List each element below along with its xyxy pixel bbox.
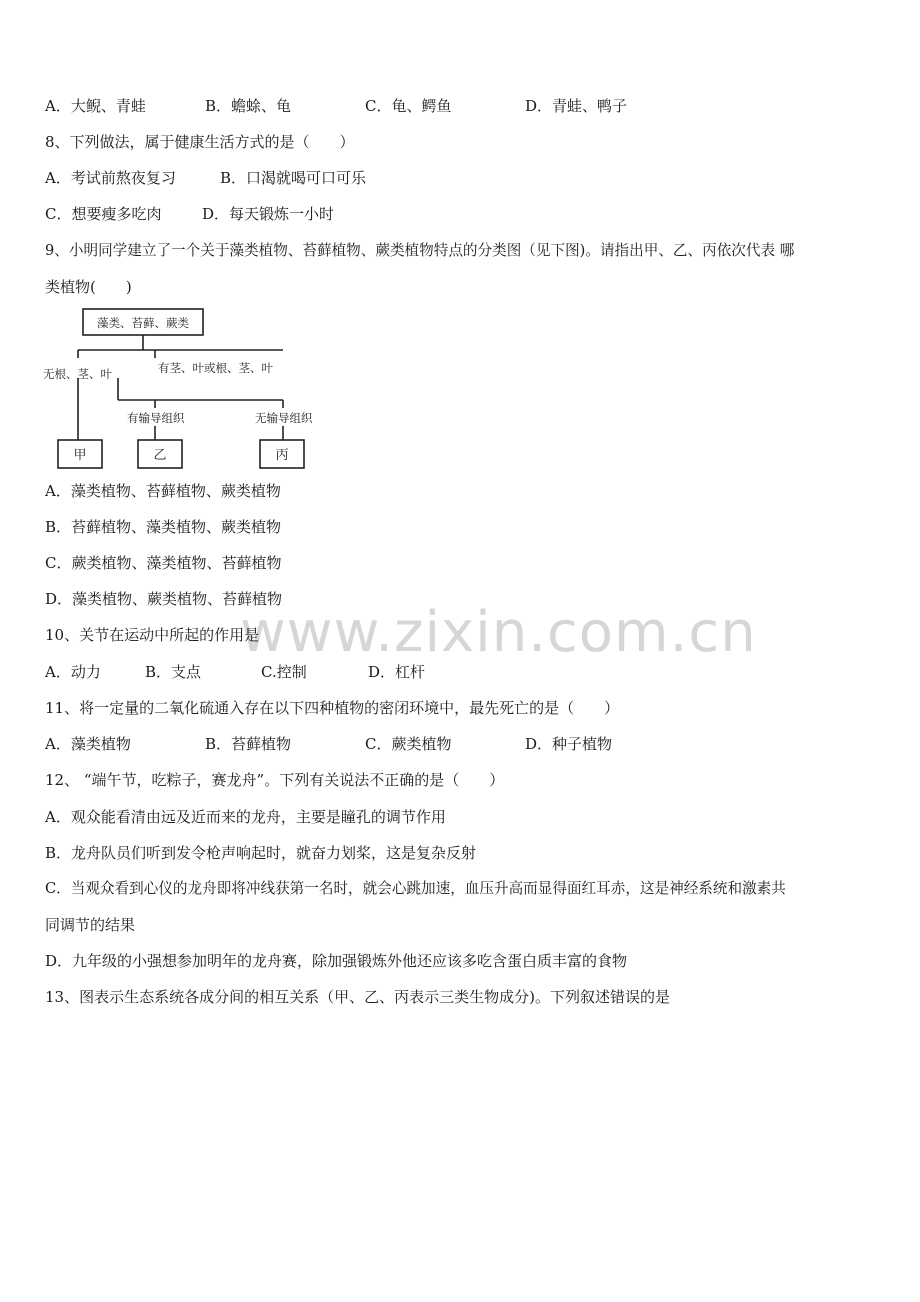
- q9-stem-line1: 9、小明同学建立了一个关于藻类植物、苔藓植物、蕨类植物特点的分类图（见下图)。请指出甲、乙、丙依次代表 哪: [45, 242, 795, 259]
- q7-option-b[interactable]: B．蟾蜍、龟: [205, 97, 292, 115]
- diagram-sub-left-label: 有输导组织: [127, 411, 185, 425]
- q7-option-d[interactable]: D．青蛙、鸭子: [525, 97, 628, 115]
- classification-diagram: [40, 300, 320, 475]
- q9-option-b[interactable]: B．苔藓植物、藻类植物、蕨类植物: [45, 518, 282, 536]
- q11-option-c[interactable]: C．蕨类植物: [365, 735, 452, 753]
- diagram-sub-right-label: 无输导组织: [255, 411, 313, 425]
- diagram-leaf-jia: 甲: [73, 448, 87, 463]
- q8-stem: 8、下列做法，属于健康生活方式的是（ ）: [45, 133, 355, 151]
- q11-option-a[interactable]: A．藻类植物: [45, 735, 131, 753]
- q10-option-d[interactable]: D．杠杆: [368, 663, 426, 681]
- q7-option-a[interactable]: A．大鲵、青蛙: [45, 97, 146, 115]
- q8-option-d[interactable]: D．每天锻炼一小时: [202, 205, 335, 223]
- q12-option-d[interactable]: D．九年级的小强想参加明年的龙舟赛，除加强锻炼外他还应该多吃含蛋白质丰富的食物: [45, 952, 628, 970]
- q9-stem-line2: 类植物( ): [45, 278, 132, 296]
- q10-option-b[interactable]: B．支点: [145, 663, 202, 681]
- q10-stem: 10、关节在运动中所起的作用是: [45, 626, 260, 644]
- q12-option-c-line2[interactable]: 同调节的结果: [45, 916, 136, 934]
- diagram-root-label: 藻类、苔藓、蕨类: [97, 316, 189, 330]
- q12-option-c-line1[interactable]: C．当观众看到心仪的龙舟即将冲线获第一名时，就会心跳加速，血压升高而显得面红耳赤，这是神经系统和激素共: [45, 880, 786, 897]
- q7-option-c[interactable]: C．龟、鳄鱼: [365, 97, 452, 115]
- diagram-right-branch-label: 有茎、叶或根、茎、叶: [158, 361, 273, 375]
- q12-stem: 12、 “端午节，吃粽子，赛龙舟”。下列有关说法不正确的是（ ）: [45, 771, 505, 789]
- q9-option-d[interactable]: D．藻类植物、蕨类植物、苔藓植物: [45, 590, 283, 608]
- q13-stem: 13、图表示生态系统各成分间的相互关系（甲、乙、丙表示三类生物成分)。下列叙述错误的是: [45, 988, 670, 1006]
- diagram-leaf-bing: 丙: [275, 448, 289, 463]
- q9-option-c[interactable]: C．蕨类植物、藻类植物、苔藓植物: [45, 554, 282, 572]
- diagram-leaf-yi: 乙: [153, 448, 167, 463]
- q8-option-c[interactable]: C．想要瘦多吃肉: [45, 205, 162, 223]
- watermark: www.zixin.com.cn: [240, 600, 757, 665]
- q11-option-b[interactable]: B．苔藓植物: [205, 735, 292, 753]
- diagram-left-branch-label: 无根、茎、叶: [43, 367, 112, 381]
- q9-option-a[interactable]: A．藻类植物、苔藓植物、蕨类植物: [45, 482, 281, 500]
- q12-option-b[interactable]: B．龙舟队员们听到发令枪声响起时，就奋力划桨，这是复杂反射: [45, 844, 477, 862]
- q10-option-a[interactable]: A．动力: [45, 663, 101, 681]
- q10-option-c[interactable]: C.控制: [261, 663, 307, 681]
- q12-option-a[interactable]: A．观众能看清由远及近而来的龙舟，主要是瞳孔的调节作用: [45, 808, 446, 826]
- q8-option-b[interactable]: B．口渴就喝可口可乐: [220, 169, 367, 187]
- q11-stem: 11、将一定量的二氧化硫通入存在以下四种植物的密闭环境中，最先死亡的是（ ）: [45, 699, 620, 717]
- q8-option-a[interactable]: A．考试前熬夜复习: [45, 169, 176, 187]
- q11-option-d[interactable]: D．种子植物: [525, 735, 613, 753]
